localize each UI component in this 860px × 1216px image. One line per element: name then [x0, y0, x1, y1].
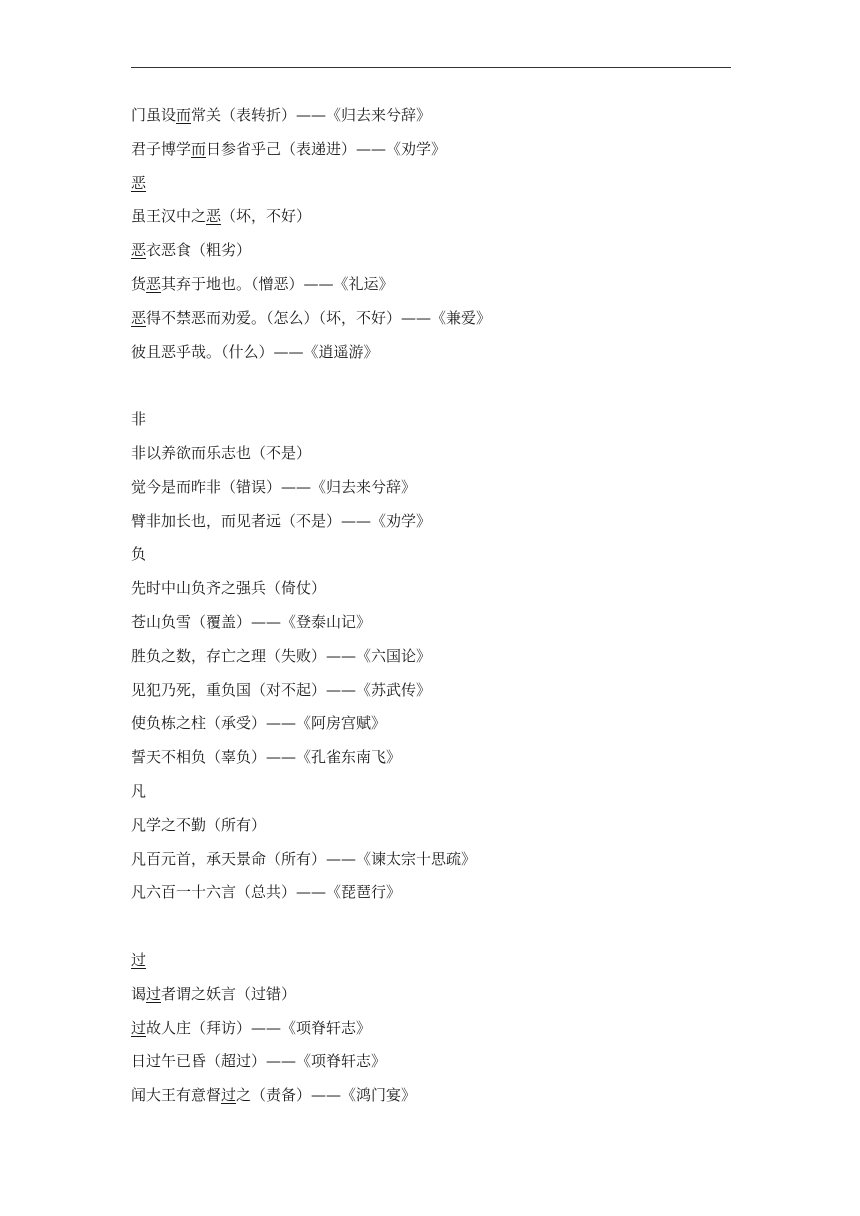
text-line	[131, 200, 731, 234]
blank-line	[131, 369, 731, 403]
text-line	[131, 336, 731, 370]
text-segment: 彼且恶乎哉。（什么）——《逍遥游》	[131, 342, 379, 361]
text-segment: 臂非加长也，而见者远（不是）——《劝学》	[131, 511, 432, 530]
text-line	[131, 876, 731, 910]
underlined-keyword: 而	[176, 106, 192, 124]
text-line	[131, 167, 731, 201]
text-line	[131, 1045, 731, 1079]
text-segment: 凡	[131, 781, 147, 800]
underlined-keyword: 过	[131, 950, 147, 969]
text-segment: 日参省乎己（表递进）——《劝学》	[206, 139, 447, 158]
text-segment: 誓天不相负（辜负）——《孔雀东南飞》	[131, 748, 402, 767]
text-segment: 得不禁恶而劝爱。（怎么）（坏，不好）——《兼爱》	[146, 308, 492, 327]
text-segment: 闻大王有意督	[131, 1086, 222, 1105]
text-segment: 凡百元首，承天景命（所有）——《谏太宗十思疏》	[131, 849, 477, 868]
text-line	[131, 775, 731, 809]
underlined-keyword: 恶	[146, 274, 162, 293]
text-line	[131, 707, 731, 741]
text-line	[131, 640, 731, 674]
text-line	[131, 471, 731, 505]
underlined-keyword: 恶	[131, 241, 147, 260]
text-segment: 者谓之妖言（过错）	[161, 984, 297, 1003]
text-line	[131, 234, 731, 268]
underlined-keyword: 过	[221, 1086, 237, 1105]
text-line	[131, 403, 731, 437]
text-segment: 苍山负雪（覆盖）——《登泰山记》	[131, 612, 372, 631]
text-segment: 君子博学	[131, 139, 192, 158]
text-line	[131, 133, 731, 167]
blank-line	[131, 910, 731, 944]
text-segment: 谒	[131, 984, 147, 1003]
document-body	[131, 99, 731, 1113]
text-line	[131, 606, 731, 640]
text-segment: 觉今是而昨非（错误）——《归去来兮辞》	[131, 477, 417, 496]
underlined-keyword: 恶	[206, 207, 222, 226]
text-line	[131, 302, 731, 336]
text-segment: 货	[131, 274, 147, 293]
text-segment: 见犯乃死，重负国（对不起）——《苏武传》	[131, 680, 432, 699]
text-line	[131, 1012, 731, 1046]
text-segment: 衣恶食（粗劣）	[146, 241, 252, 260]
text-line	[131, 538, 731, 572]
header-rule	[131, 67, 731, 68]
text-line	[131, 978, 731, 1012]
text-segment: 虽王汉中之	[131, 207, 207, 226]
text-segment: 使负栋之柱（承受）——《阿房宫赋》	[131, 714, 387, 733]
text-line	[131, 268, 731, 302]
text-line	[131, 99, 731, 133]
text-segment: （坏，不好）	[221, 207, 312, 226]
text-segment: 其弃于地也。（憎恶）——《礼运》	[161, 274, 394, 293]
text-segment: 日过午已昏（超过）——《项脊轩志》	[131, 1052, 387, 1071]
underlined-keyword: 恶	[131, 173, 147, 192]
text-segment: 先时中山负齐之强兵（倚仗）	[131, 579, 327, 598]
underlined-keyword: 恶	[131, 308, 147, 327]
text-line	[131, 944, 731, 978]
underlined-keyword: 过	[131, 1018, 147, 1037]
text-segment: 胜负之数，存亡之理（失败）——《六国论》	[131, 646, 432, 665]
text-segment: 常关（表转折）——《归去来兮辞》	[191, 106, 432, 124]
text-line	[131, 809, 731, 843]
text-line	[131, 572, 731, 606]
text-segment: 故人庄（拜访）——《项脊轩志》	[146, 1018, 372, 1037]
text-segment: 负	[131, 545, 147, 564]
text-line	[131, 843, 731, 877]
text-line	[131, 1079, 731, 1113]
text-segment: 之（责备）——《鸿门宴》	[236, 1086, 417, 1105]
text-segment: 凡六百一十六言（总共）——《琵琶行》	[131, 883, 402, 902]
underlined-keyword: 而	[191, 139, 207, 158]
text-line	[131, 674, 731, 708]
text-segment: 非	[131, 410, 147, 429]
text-line	[131, 505, 731, 539]
underlined-keyword: 过	[146, 984, 162, 1003]
text-segment: 门虽设	[131, 106, 177, 124]
text-line	[131, 437, 731, 471]
text-segment: 非以养欲而乐志也（不是）	[131, 443, 312, 462]
text-line	[131, 741, 731, 775]
text-segment: 凡学之不勤（所有）	[131, 815, 267, 834]
